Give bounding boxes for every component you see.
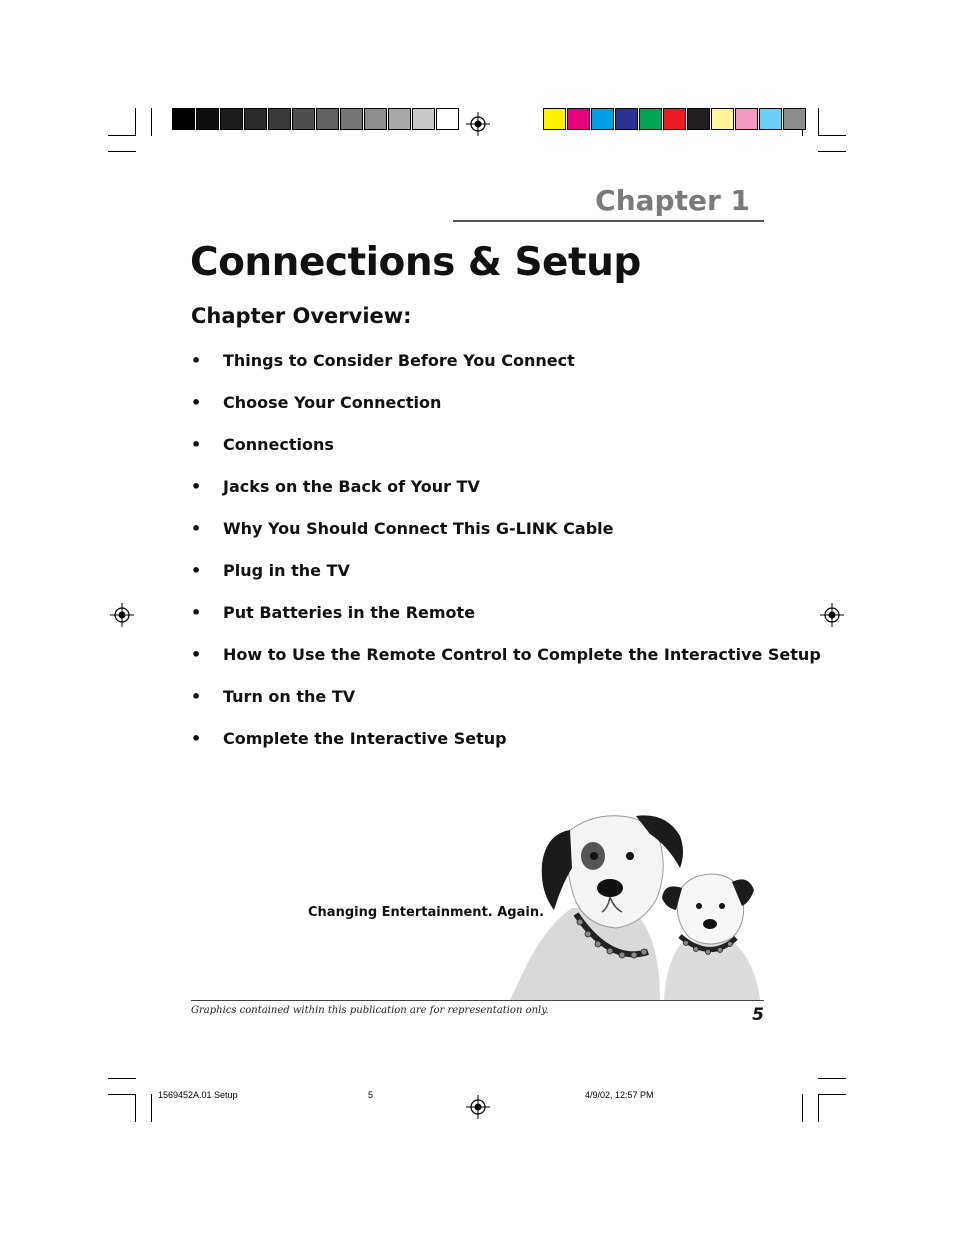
list-item — [191, 687, 821, 729]
color-swatch — [663, 108, 686, 130]
color-swatch — [567, 108, 590, 130]
color-swatch — [735, 108, 758, 130]
gray-swatch — [436, 108, 459, 130]
gray-swatch — [220, 108, 243, 130]
list-item-text: Jacks on the Back of Your TV — [223, 477, 480, 496]
bullet: • — [191, 561, 202, 580]
list-item — [191, 477, 821, 519]
bullet: • — [191, 729, 202, 748]
crop-mark — [818, 1094, 846, 1095]
dog-and-puppy-photo-icon — [510, 812, 765, 1000]
list-item — [191, 519, 821, 561]
color-swatch — [759, 108, 782, 130]
bullet: • — [191, 603, 202, 622]
list-item — [191, 729, 821, 771]
crop-mark — [135, 108, 136, 136]
list-item-text: Turn on the TV — [223, 687, 356, 706]
chapter-rule — [453, 220, 764, 222]
gray-swatch — [268, 108, 291, 130]
crop-mark — [108, 135, 136, 136]
registration-mark-icon — [466, 112, 490, 136]
list-item — [191, 351, 821, 393]
list-item — [191, 645, 821, 687]
color-swatch — [687, 108, 710, 130]
footer-rule — [191, 1000, 764, 1001]
color-swatch — [543, 108, 566, 130]
crop-mark — [151, 108, 152, 136]
bullet: • — [191, 477, 202, 496]
gray-swatch — [388, 108, 411, 130]
gray-swatch — [340, 108, 363, 130]
registration-mark-icon — [466, 1095, 490, 1119]
list-item-text: Why You Should Connect This G-LINK Cable — [223, 519, 614, 538]
list-item — [191, 561, 821, 603]
chapter-label: Chapter 1 — [595, 184, 750, 217]
crop-mark — [108, 151, 136, 152]
bullet: • — [191, 393, 202, 412]
list-item-text: Things to Consider Before You Connect — [223, 351, 575, 370]
gray-swatch — [412, 108, 435, 130]
bullet: • — [191, 519, 202, 538]
crop-mark — [802, 1094, 803, 1122]
bullet: • — [191, 687, 202, 706]
slug-page: 5 — [368, 1090, 374, 1100]
tagline: Changing Entertainment. Again. — [308, 905, 545, 920]
list-item-text: Complete the Interactive Setup — [223, 729, 507, 748]
gray-swatch — [244, 108, 267, 130]
crop-mark — [108, 1078, 136, 1079]
color-swatch — [615, 108, 638, 130]
gray-swatch — [196, 108, 219, 130]
list-item-text: How to Use the Remote Control to Complete the Interactive Setup — [223, 645, 821, 664]
crop-mark — [108, 1094, 136, 1095]
slug-date-time: 4/9/02, 12:57 PM — [585, 1090, 654, 1100]
list-item — [191, 603, 821, 645]
bullet: • — [191, 435, 202, 454]
crop-mark — [818, 151, 846, 152]
list-item-text: Plug in the TV — [223, 561, 350, 580]
gray-swatch — [172, 108, 195, 130]
overview-heading: Chapter Overview: — [191, 304, 412, 328]
list-item-text: Put Batteries in the Remote — [223, 603, 476, 622]
crop-mark — [818, 1078, 846, 1079]
page-title: Connections & Setup — [190, 240, 641, 285]
grayscale-calibration-bar — [172, 108, 460, 130]
crop-mark — [135, 1094, 136, 1122]
bullet: • — [191, 351, 202, 370]
color-swatch — [783, 108, 806, 130]
color-swatch — [591, 108, 614, 130]
gray-swatch — [364, 108, 387, 130]
gray-swatch — [316, 108, 339, 130]
color-swatch — [711, 108, 734, 130]
list-item-text: Choose Your Connection — [223, 393, 442, 412]
gray-swatch — [292, 108, 315, 130]
color-swatch — [639, 108, 662, 130]
list-item — [191, 435, 821, 477]
crop-mark — [818, 135, 846, 136]
list-item — [191, 393, 821, 435]
crop-mark — [818, 108, 819, 136]
bullet: • — [191, 645, 202, 664]
overview-list — [191, 351, 821, 771]
crop-mark — [151, 1094, 152, 1122]
color-calibration-bar — [543, 108, 807, 130]
page-number: 5 — [752, 1005, 764, 1025]
list-item-text: Connections — [223, 435, 334, 454]
crop-mark — [818, 1094, 819, 1122]
footer-note: Graphics contained within this publication are for representation only. — [191, 1005, 549, 1016]
registration-mark-icon — [110, 603, 134, 627]
slug-file-name: 1569452A.01 Setup — [158, 1090, 238, 1100]
registration-mark-icon — [820, 603, 844, 627]
